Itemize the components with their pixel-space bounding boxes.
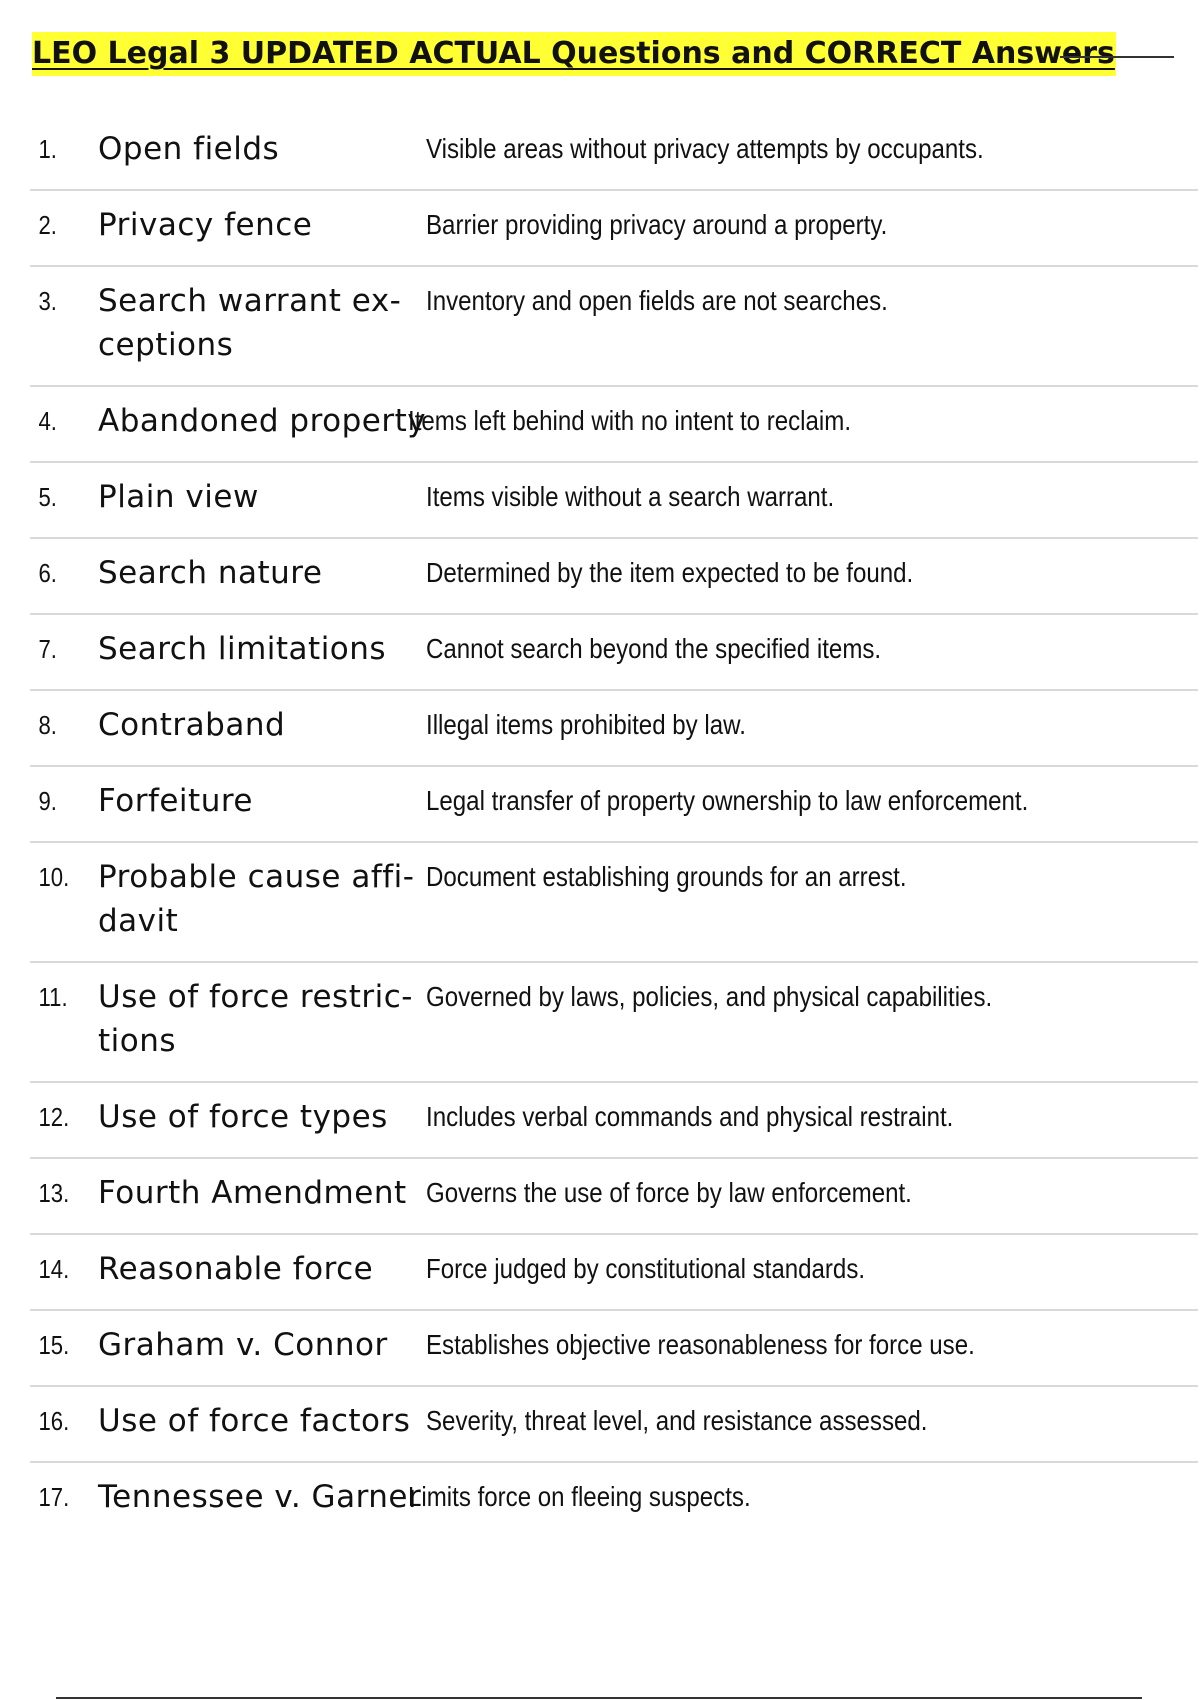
item-answer: Governed by laws, policies, and physical capabilities. xyxy=(426,981,993,1012)
item-number: 6. xyxy=(38,558,57,588)
qa-row xyxy=(30,691,1198,767)
qa-row xyxy=(30,1387,1198,1463)
document-title: LEO Legal 3 UPDATED ACTUAL Questions and CORRECT Answers xyxy=(32,32,1116,76)
document-header xyxy=(32,32,1142,80)
item-term: Graham v. Connor xyxy=(98,1327,388,1363)
item-number: 4. xyxy=(38,406,57,436)
qa-row xyxy=(30,115,1198,191)
item-number: 9. xyxy=(38,786,57,816)
qa-row xyxy=(30,1463,1198,1543)
item-answer: Barrier providing privacy around a property. xyxy=(426,209,888,240)
item-number: 10. xyxy=(38,862,70,892)
item-term: Open fields xyxy=(98,131,280,167)
item-number: 17. xyxy=(38,1482,70,1512)
item-answer: Illegal items prohibited by law. xyxy=(426,709,746,740)
page-bottom-rule xyxy=(56,1697,1142,1699)
item-answer: Inventory and open fields are not searches. xyxy=(426,285,888,316)
item-term: Contraband xyxy=(98,707,286,743)
item-term: Search warrant ex-ceptions xyxy=(98,283,402,363)
qa-row xyxy=(30,267,1198,387)
item-term: Abandoned property xyxy=(98,403,427,439)
qa-row xyxy=(30,767,1198,843)
item-answer: Cannot search beyond the specified items. xyxy=(426,633,882,664)
item-term: Fourth Amendment xyxy=(98,1175,407,1211)
item-number: 14. xyxy=(38,1254,70,1284)
item-answer: Items left behind with no intent to reclaim. xyxy=(408,405,852,436)
item-answer: Severity, threat level, and resistance assessed. xyxy=(426,1405,928,1436)
qa-row xyxy=(30,1311,1198,1387)
item-answer: Establishes objective reasonableness for force use. xyxy=(426,1329,975,1360)
item-answer: Limits force on fleeing suspects. xyxy=(408,1481,751,1512)
item-answer: Force judged by constitutional standards. xyxy=(426,1253,866,1284)
item-answer: Visible areas without privacy attempts by occupants. xyxy=(426,133,984,164)
item-term: Probable cause affi-davit xyxy=(98,859,415,939)
qa-list xyxy=(30,115,1198,1543)
item-answer: Document establishing grounds for an arrest. xyxy=(426,861,907,892)
item-term: Search limitations xyxy=(98,631,387,667)
item-answer: Determined by the item expected to be found. xyxy=(426,557,914,588)
qa-row xyxy=(30,387,1198,463)
item-number: 13. xyxy=(38,1178,70,1208)
qa-row xyxy=(30,191,1198,267)
item-answer: Governs the use of force by law enforcement. xyxy=(426,1177,912,1208)
qa-row xyxy=(30,539,1198,615)
item-number: 15. xyxy=(38,1330,70,1360)
item-number: 5. xyxy=(38,482,57,512)
qa-row xyxy=(30,1235,1198,1311)
qa-row xyxy=(30,843,1198,963)
qa-row xyxy=(30,1159,1198,1235)
item-term: Privacy fence xyxy=(98,207,313,243)
item-number: 11. xyxy=(38,982,68,1012)
item-term: Use of force factors xyxy=(98,1403,411,1439)
item-answer: Items visible without a search warrant. xyxy=(426,481,835,512)
item-number: 16. xyxy=(38,1406,70,1436)
item-number: 3. xyxy=(38,286,57,316)
item-term: Use of force restric-tions xyxy=(98,979,413,1059)
item-number: 7. xyxy=(38,634,57,664)
qa-row xyxy=(30,1083,1198,1159)
item-number: 12. xyxy=(38,1102,70,1132)
qa-row xyxy=(30,615,1198,691)
item-number: 1. xyxy=(38,134,57,164)
item-number: 2. xyxy=(38,210,57,240)
item-term: Plain view xyxy=(98,479,259,515)
item-answer: Legal transfer of property ownership to law enforcement. xyxy=(426,785,1029,816)
item-term: Use of force types xyxy=(98,1099,388,1135)
item-term: Forfeiture xyxy=(98,783,253,819)
item-term: Search nature xyxy=(98,555,323,591)
qa-row xyxy=(30,963,1198,1083)
title-rule xyxy=(1060,56,1174,58)
item-term: Reasonable force xyxy=(98,1251,374,1287)
item-number: 8. xyxy=(38,710,57,740)
item-answer: Includes verbal commands and physical restraint. xyxy=(426,1101,954,1132)
item-term: Tennessee v. Garner xyxy=(98,1479,422,1515)
qa-row xyxy=(30,463,1198,539)
